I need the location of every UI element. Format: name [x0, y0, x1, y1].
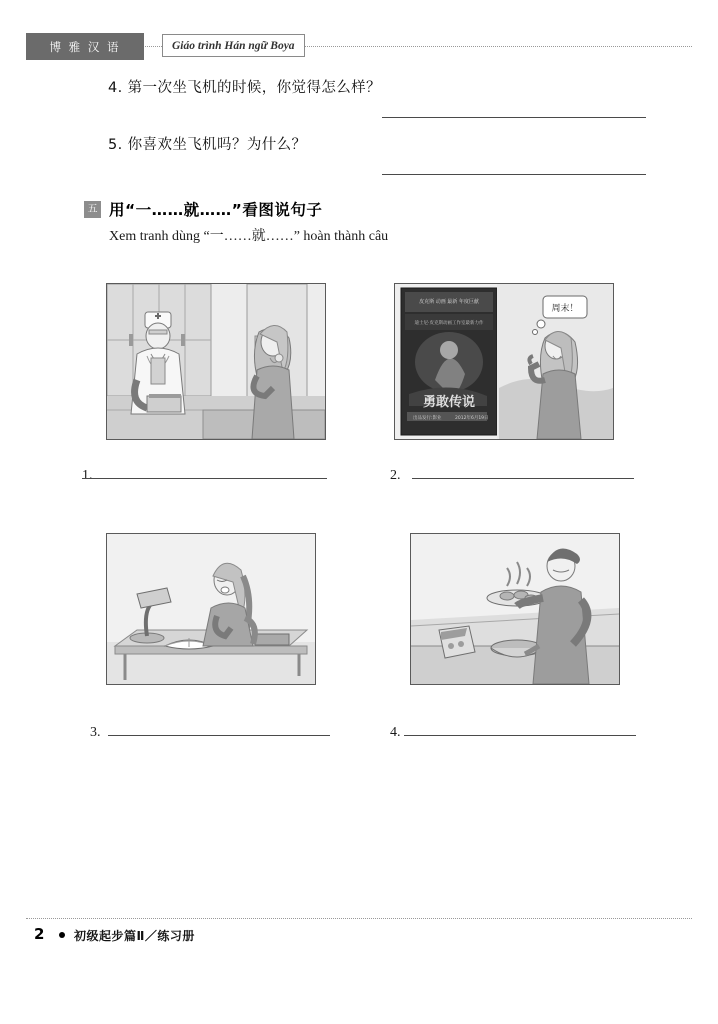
answer-3-label: 3. [90, 725, 101, 740]
page-number: 2 [34, 925, 45, 943]
picture-2-movie-poster-scene [394, 283, 614, 440]
question-5-text: 5. 你喜欢坐飞机吗？为什么？ [108, 137, 307, 153]
page-footer [26, 918, 692, 942]
exercise-title-chinese: 用“一……就……”看图说句子 [109, 201, 323, 219]
question-5-answer-line[interactable] [382, 174, 646, 175]
answer-1-rule[interactable] [82, 478, 327, 479]
exercise-title-vietnamese: Xem tranh dùng “一……就……” hoàn thành câu [109, 229, 389, 244]
svg-text:勇敢传说: 勇敢传说 [422, 395, 476, 410]
svg-text:2012年6月19日: 2012年6月19日 [455, 416, 489, 421]
brand-tab: 博 雅 汉 语 [26, 33, 144, 60]
svg-text:迪士尼·皮克斯动画工作室最新力作: 迪士尼·皮克斯动画工作室最新力作 [414, 321, 484, 326]
picture-3-illustration [107, 534, 315, 684]
answer-2-rule[interactable] [412, 478, 634, 479]
footer-divider [26, 918, 692, 919]
footer-bullet-icon [59, 932, 65, 938]
picture-1-doctor-scene [106, 283, 326, 440]
svg-text:出品发行:影业: 出品发行:影业 [413, 416, 442, 421]
picture-3-study-desk-scene [106, 533, 316, 685]
answer-4-rule[interactable] [404, 735, 636, 736]
question-4-answer-line[interactable] [382, 117, 646, 118]
picture-4-hot-food-scene [410, 533, 620, 685]
svg-text:皮克斯 动画 最新 年度巨献: 皮克斯 动画 最新 年度巨献 [419, 299, 479, 305]
picture-2-illustration [395, 284, 613, 439]
question-5 [108, 133, 646, 154]
answer-3-rule[interactable] [108, 735, 330, 736]
question-4-text: 4. 第一次坐飞机的时候，你觉得怎么样？ [108, 80, 381, 96]
question-4 [108, 76, 646, 97]
footer-title: 初级起步篇Ⅱ／练习册 [74, 929, 195, 943]
page-header [26, 33, 692, 63]
picture-1-illustration [107, 284, 325, 439]
answer-1-label: 1. [82, 468, 93, 483]
answer-4-label: 4. [390, 725, 401, 740]
answer-2-label: 2. [390, 468, 401, 483]
svg-text:周末！: 周末！ [551, 304, 579, 314]
series-tab: Giáo trình Hán ngữ Boya [162, 34, 305, 57]
picture-4-illustration [411, 534, 619, 684]
exercise-number-badge: 五 [84, 201, 101, 218]
